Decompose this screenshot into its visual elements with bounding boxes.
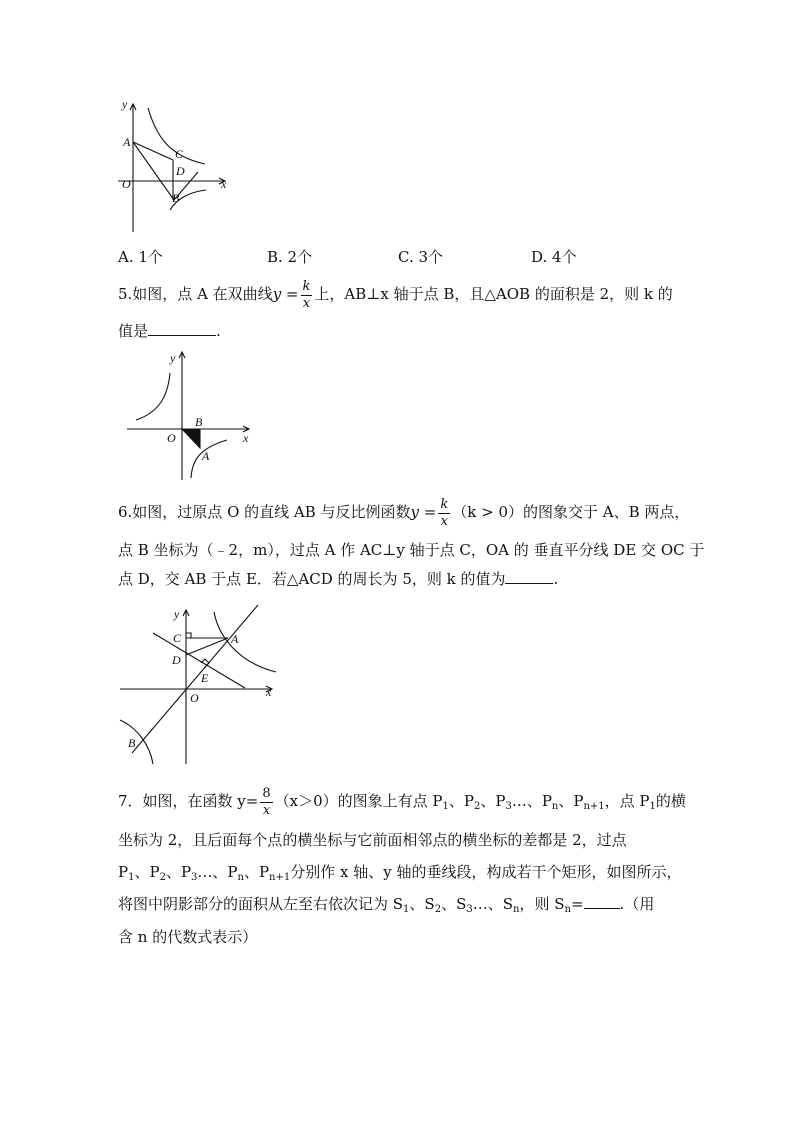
q7-text: 、P — [558, 792, 584, 810]
q7-sub: 1 — [403, 904, 410, 915]
q7-text: 的横 — [655, 792, 686, 810]
q7-line-2: 坐标为 2，且后面每个点的横坐标与它前面相邻点的横坐标的差都是 2，过点 — [118, 831, 627, 849]
q7-line-5: 含 n 的代数式表示） — [118, 928, 258, 946]
fig1-label-x: x — [221, 177, 227, 191]
q7-fraction — [260, 786, 272, 819]
q7-text: …、P — [197, 863, 238, 881]
fig6-label-a: A — [231, 632, 239, 646]
fig6-line-da — [186, 638, 228, 655]
q6-denominator: x — [440, 513, 448, 529]
q6-text-end: . — [553, 570, 559, 588]
q6-line-2: 点 B 坐标为（﹣2，m），过点 A 作 AC⊥y 轴于点 C，OA 的 垂直平分线 DE 交 OC 于 — [118, 541, 705, 559]
q6-line-1 — [118, 492, 689, 532]
q5-yeq: y = — [272, 285, 299, 303]
q7-sub: n+1 — [583, 801, 605, 812]
fig5-label-x: x — [243, 431, 249, 445]
q7-text: …、S — [472, 895, 514, 913]
fig6-label-d: D — [172, 653, 181, 667]
fig6-line-de — [153, 633, 245, 688]
fig1-curve-upper — [148, 108, 205, 164]
q7-denominator: x — [262, 802, 271, 818]
q7-text: 、P — [243, 863, 270, 881]
fig6-line-ab — [132, 605, 258, 753]
q5-denominator: x — [302, 295, 311, 311]
q7-numerator: 8 — [262, 785, 271, 801]
q7-sub: 3 — [505, 801, 512, 812]
fig5-shaded-triangle — [182, 429, 200, 448]
fig6-label-c: C — [173, 631, 182, 645]
q7-sub: n — [513, 904, 520, 915]
q7-text: ，点 P — [604, 792, 650, 810]
q7-sub: 2 — [434, 904, 442, 915]
fig1-label-c: C — [175, 147, 184, 161]
fig1-label-a: A — [123, 135, 131, 149]
q7-text-b: （x＞0）的图象上有点 P — [274, 792, 443, 810]
q5-numerator: k — [302, 278, 311, 294]
q7-sub: 1 — [442, 801, 449, 812]
q7-sub: 2 — [159, 872, 166, 883]
choice-a: A. 1个 — [118, 248, 163, 266]
q7-sub: n+1 — [269, 872, 291, 883]
q7-text: 将图中阴影部分的面积从左至右依次记为 S — [118, 895, 404, 913]
q7-text: 、S — [409, 895, 435, 913]
fig6-curve-upper — [214, 612, 276, 672]
q7-answer-blank[interactable] — [584, 894, 620, 909]
q6-yeq: y = — [410, 503, 437, 521]
choice-b: B. 2个 — [267, 248, 313, 266]
fig5-x-arrow — [243, 426, 249, 432]
fig5-label-y: y — [170, 351, 176, 365]
q7-sub: n — [237, 872, 244, 883]
q7-text: P — [118, 863, 129, 881]
q5-text-end: . — [216, 322, 221, 340]
fig1-label-d: D — [176, 164, 185, 178]
q7-sub: 1 — [128, 872, 135, 883]
q7-sub: 3 — [191, 872, 198, 883]
q7-text: 、P — [165, 863, 192, 881]
q7-sub: 2 — [473, 801, 481, 812]
q6-text-c: 点 D，交 AB 于点 E．若△ACD 的周长为 5，则 k 的值为 — [118, 570, 506, 588]
fig1-line-bd — [174, 172, 198, 200]
q7-sub: n — [551, 801, 559, 812]
q6-numerator: k — [440, 496, 449, 512]
fig6-label-x: x — [266, 685, 272, 699]
q7-text: …、P — [511, 792, 552, 810]
q7-text: = — [570, 895, 584, 913]
q6-line-3 — [118, 569, 558, 589]
q5-text-a: 5.如图，点 A 在双曲线 — [118, 285, 273, 303]
fig6-label-o: O — [190, 691, 199, 705]
fig6-right-angle-c — [186, 633, 191, 638]
q7-text: .（用 — [619, 895, 655, 913]
fig6-label-b: B — [128, 736, 136, 750]
fig5-curve-right — [191, 440, 227, 478]
q7-text: 、S — [441, 895, 467, 913]
q5-answer-blank[interactable] — [148, 321, 216, 336]
fig1-curve-lower — [170, 190, 206, 210]
fig5-label-b: B — [195, 415, 203, 429]
q7-sub: 3 — [466, 904, 473, 915]
q6-text-b: （k > 0）的图象交于 A、B 两点， — [452, 503, 690, 521]
fig6-curve-lower — [120, 720, 153, 764]
q6-answer-blank[interactable] — [505, 569, 553, 584]
q6-text-a: 6.如图，过原点 O 的直线 AB 与反比例函数 — [118, 503, 411, 521]
q5-line-2 — [118, 321, 221, 341]
fig5-y-arrow — [179, 352, 185, 358]
fig1-x-arrow — [219, 178, 225, 184]
q5-text-b: 上，AB⊥x 轴于点 B，且△AOB 的面积是 2，则 k 的 — [314, 285, 673, 303]
q5-text-c: 值是 — [118, 322, 149, 340]
fig1-line-ab — [133, 142, 174, 200]
fig1-label-y: y — [122, 97, 128, 111]
fig1-line-ac — [133, 142, 173, 160]
q7-text: ，则 S — [519, 895, 565, 913]
fig6-x-arrow — [266, 686, 272, 692]
fig5-label-o: O — [167, 431, 176, 445]
q5-fraction — [301, 279, 313, 312]
fig1-y-arrow — [130, 104, 136, 110]
fig5-curve-left — [136, 373, 170, 420]
q7-line-1 — [118, 781, 686, 821]
q7-line-4 — [118, 894, 654, 914]
q7-text: 分别作 x 轴、y 轴的垂线段，构成若干个矩形，如图所示， — [290, 863, 682, 881]
choice-c: C. 3个 — [398, 248, 444, 266]
q7-sub: 1 — [649, 801, 656, 812]
fig6-y-arrow — [183, 610, 189, 616]
fig6-label-y: y — [174, 607, 180, 621]
q6-fraction — [438, 497, 450, 530]
choice-d: D. 4个 — [531, 248, 577, 266]
q7-text: 、P — [480, 792, 506, 810]
fig1-label-b: B — [172, 191, 180, 205]
q7-text-a: 7．如图，在函数 y= — [118, 792, 259, 810]
q7-text: 、P — [134, 863, 160, 881]
fig1-label-o: O — [122, 177, 131, 191]
q7-text: 、P — [448, 792, 474, 810]
fig6-label-e: E — [201, 671, 209, 685]
fig5-label-a: A — [202, 449, 210, 463]
fig6-right-angle-e — [201, 659, 209, 667]
q5-line-1 — [118, 274, 673, 314]
q7-sub: n — [564, 904, 571, 915]
q7-line-3 — [118, 862, 681, 882]
